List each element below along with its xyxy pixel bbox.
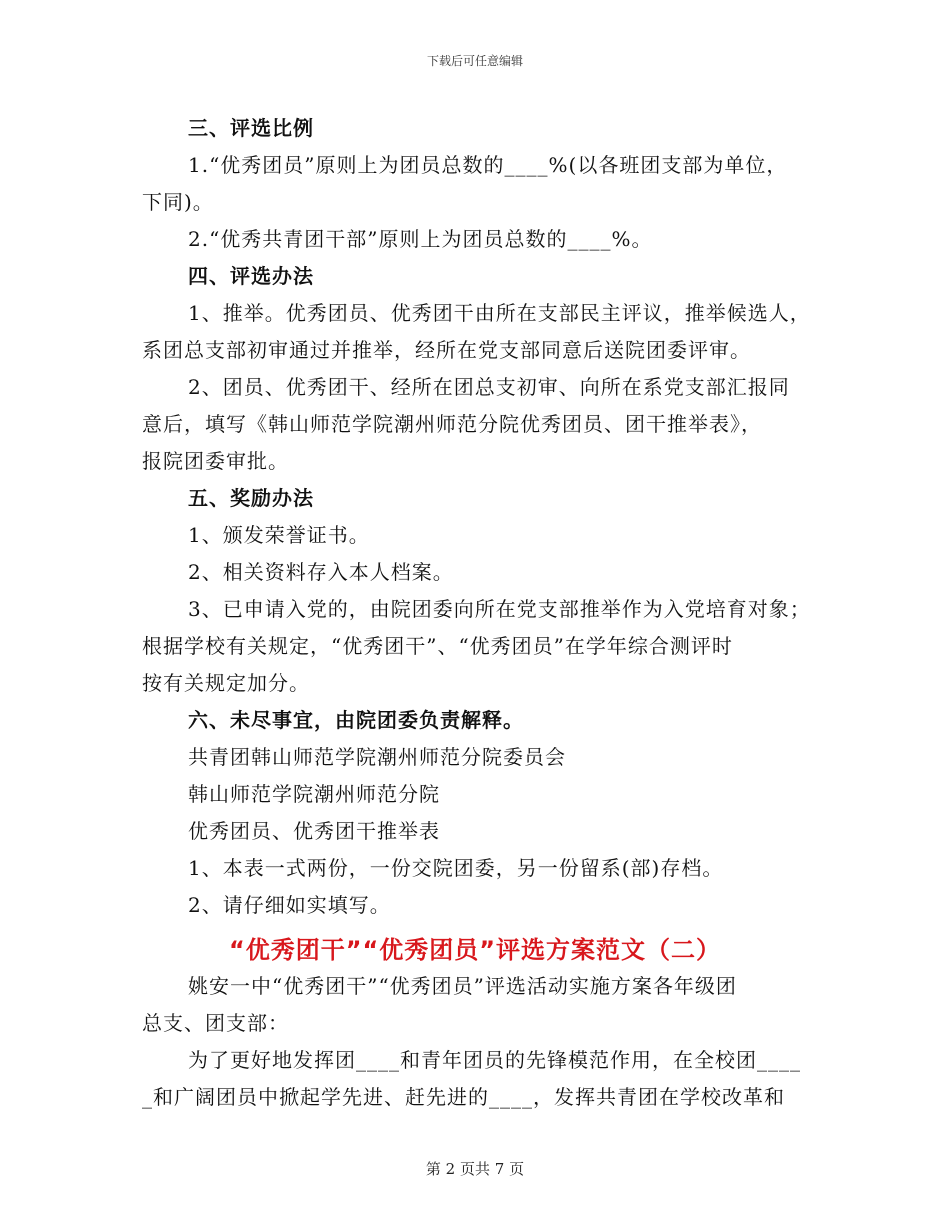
paragraph-line: 1.“优秀团员”原则上为团员总数的____%(以各班团支部为单位，: [188, 153, 788, 177]
paragraph-line: 下同)。: [142, 190, 214, 214]
paragraph-line: 1、颁发荣誉证书。: [188, 523, 370, 547]
paragraph-line: 根据学校有关规定，“优秀团干”、“优秀团员”在学年综合测评时: [142, 634, 733, 658]
paragraph-line: 韩山师范学院潮州师范分院: [188, 782, 440, 806]
paragraph-line: 1、推举。优秀团员、优秀团干由所在支部民主评议，推举候选人，: [188, 301, 811, 325]
page-header: 下载后可任意编辑: [426, 54, 523, 68]
paragraph-line: 优秀团员、优秀团干推举表: [188, 819, 440, 843]
section-heading-6: 六、未尽事宜，由院团委负责解释。: [188, 708, 524, 732]
paragraph-line: 总支、团支部：: [142, 1011, 289, 1035]
paragraph-line: 意后，填写《韩山师范学院潮州师范分院优秀团员、团干推举表》，: [142, 412, 762, 436]
paragraph-line: 姚安一中“优秀团干”“优秀团员”评选活动实施方案各年级团: [188, 974, 737, 998]
section-heading-4: 四、评选办法: [188, 264, 314, 288]
document-title: “优秀团干”“优秀团员”评选方案范文（二）: [228, 936, 722, 964]
paragraph-line: 3、已申请入党的，由院团委向所在党支部推举作为入党培育对象；: [188, 597, 811, 621]
paragraph-line: 报院团委审批。: [142, 449, 289, 473]
paragraph-line: 1、本表一式两份，一份交院团委，另一份留系(部)存档。: [188, 856, 724, 880]
paragraph-line: 共青团韩山师范学院潮州师范分院委员会: [188, 745, 566, 769]
section-heading-5: 五、奖励办法: [188, 486, 314, 510]
paragraph-line: 2、相关资料存入本人档案。: [188, 560, 454, 584]
paragraph-line: 2.“优秀共青团干部”原则上为团员总数的____%。: [188, 227, 653, 251]
section-heading-3: 三、评选比例: [188, 116, 314, 140]
paragraph-line: 系团总支部初审通过并推举，经所在党支部同意后送院团委评审。: [142, 338, 751, 362]
paragraph-line: 按有关规定加分。: [142, 671, 310, 695]
paragraph-line: _和广阔团员中掀起学先进、赶先进的____，发挥共青团在学校改革和: [142, 1085, 785, 1109]
paragraph-line: 为了更好地发挥团____和青年团员的先锋模范作用，在全校团____: [188, 1048, 801, 1072]
paragraph-line: 2、团员、优秀团干、经所在团总支初审、向所在系党支部汇报同: [188, 375, 790, 399]
page-footer: 第 2 页共 7 页: [425, 1160, 525, 1178]
paragraph-line: 2、请仔细如实填写。: [188, 893, 391, 917]
